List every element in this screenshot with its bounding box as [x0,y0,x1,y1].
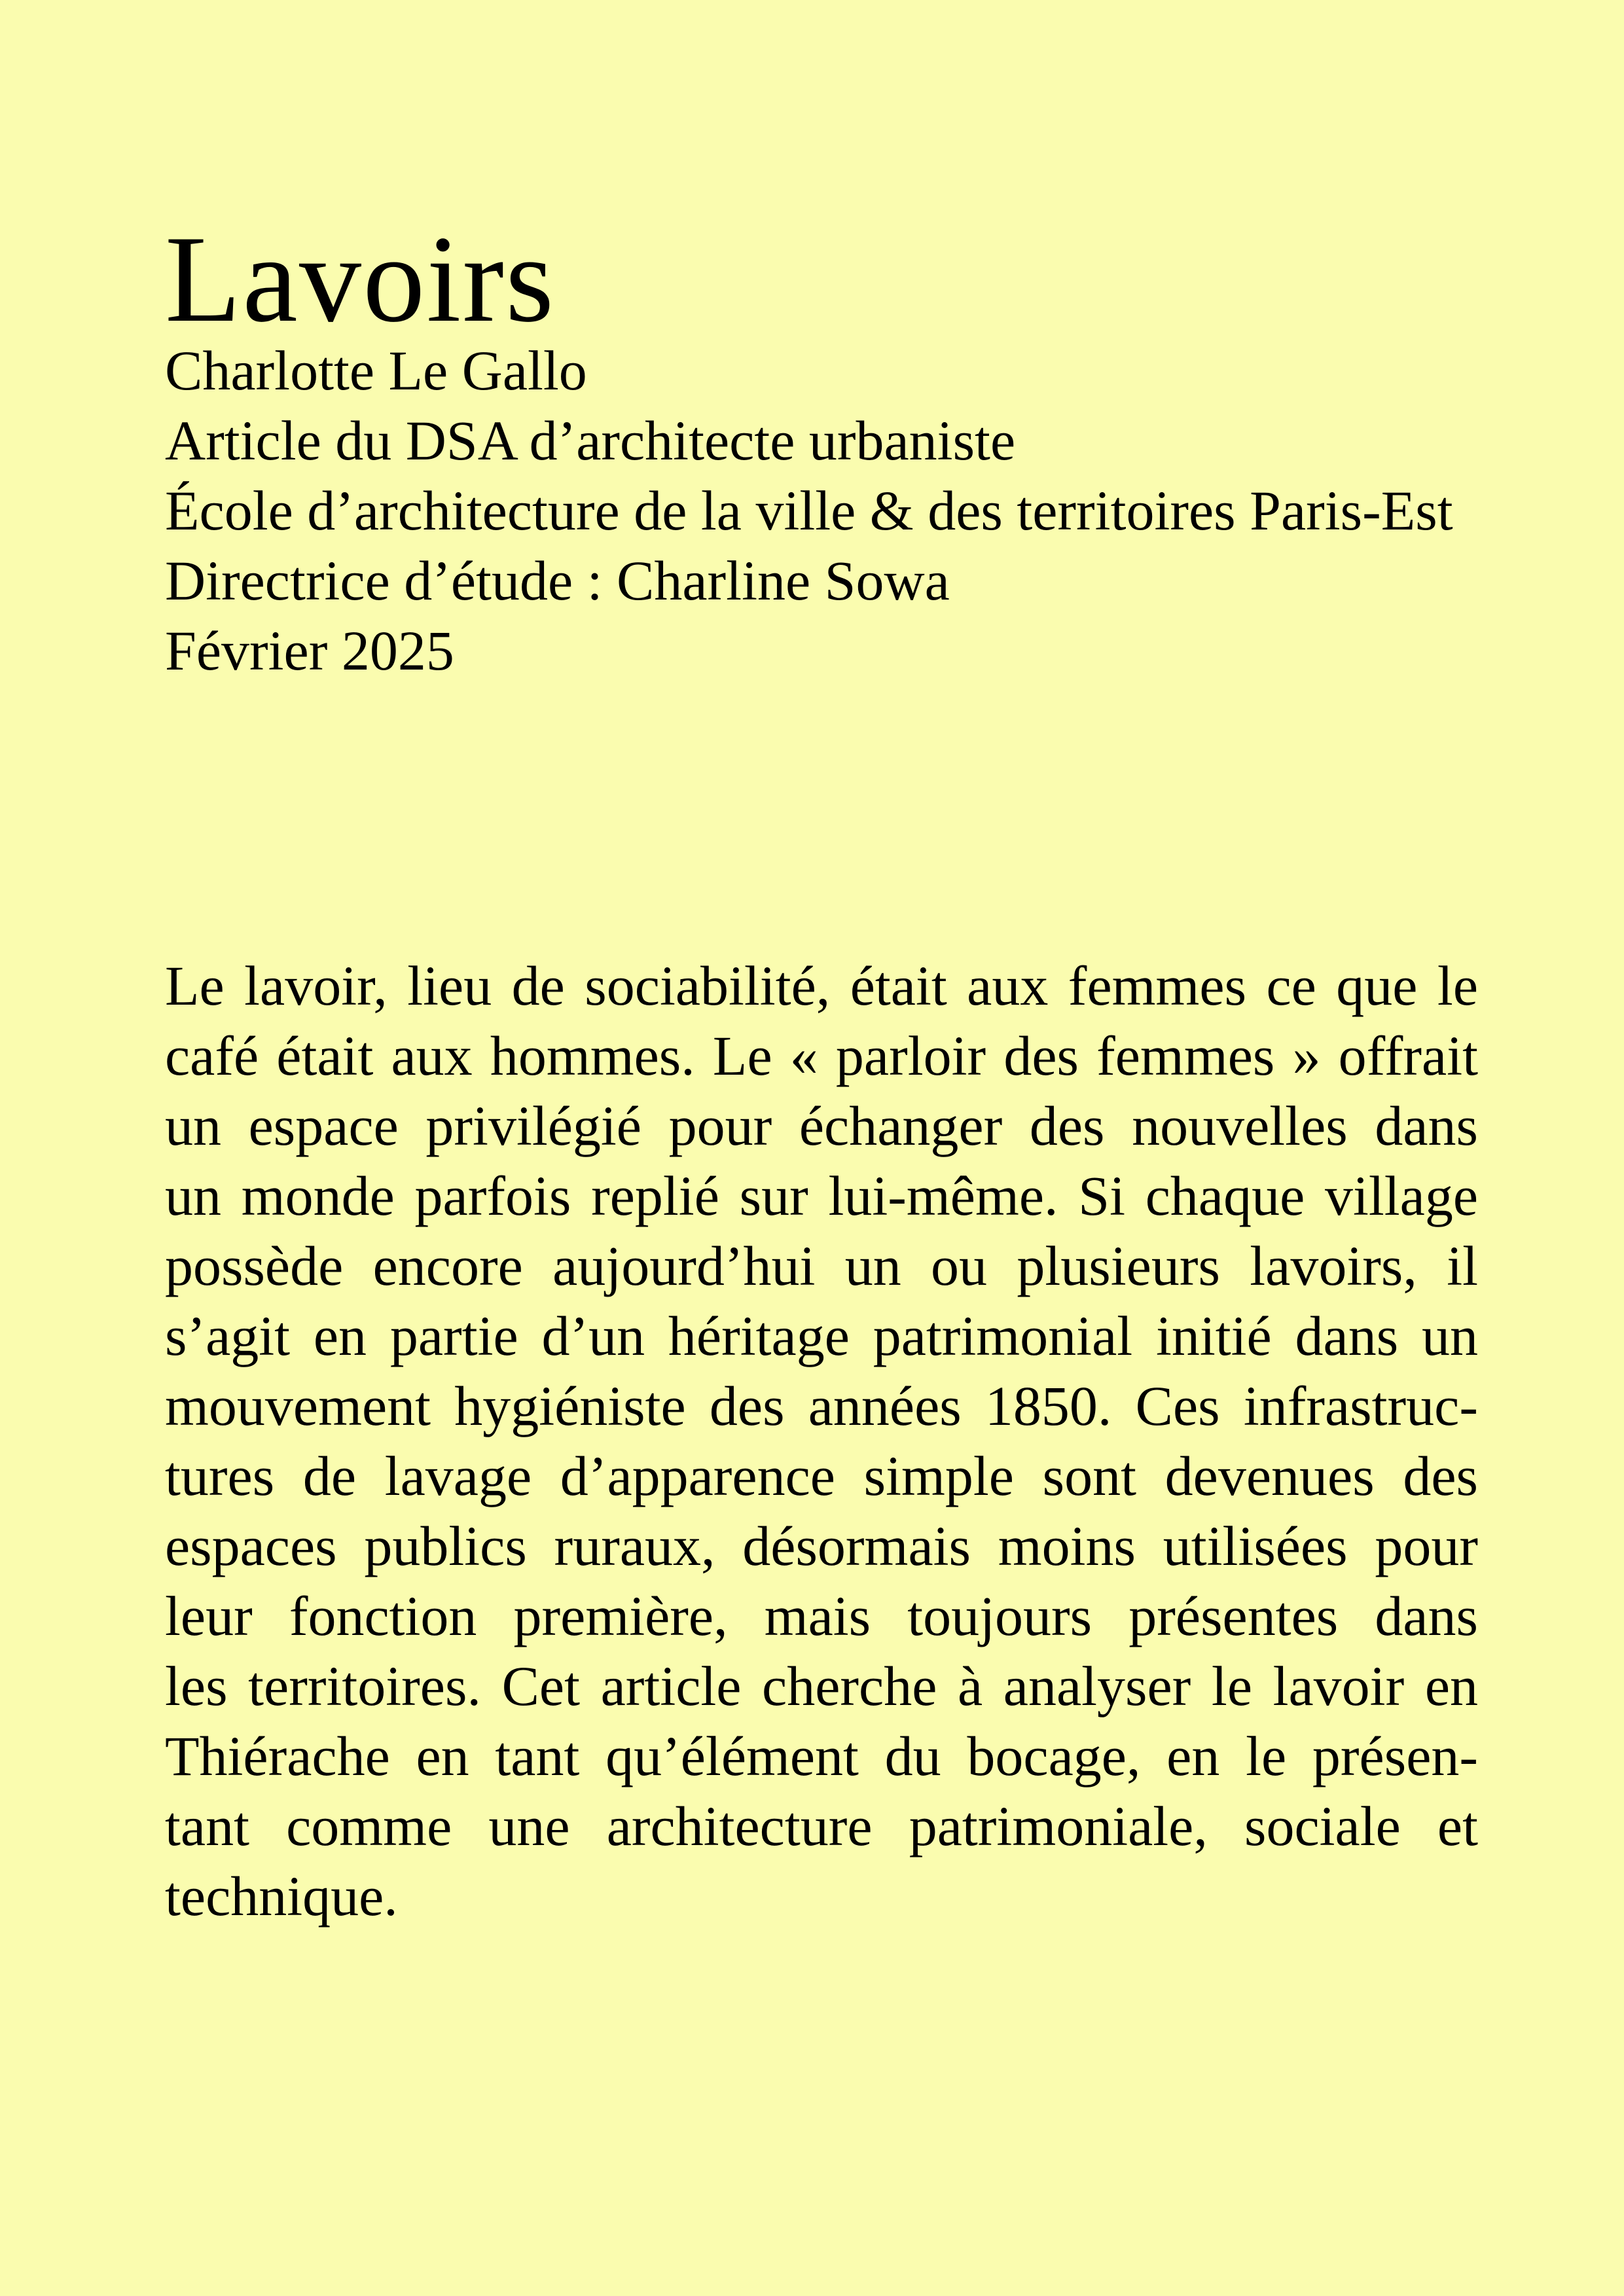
school-name: École d’architecture de la ville & des territoires Paris-Est [165,479,1453,542]
body-line: mouvement hygiéniste des années 1850. Ces infrastruc- [165,1374,1478,1437]
body-line: Le lavoir, lieu de sociabilité, était aux femmes ce que le [165,954,1478,1017]
body-line: technique. [165,1865,398,1928]
body-line: café était aux hommes. Le « parloir des femmes » offrait [165,1024,1478,1087]
body-line: espaces publics ruraux, désormais moins utilisées pour [165,1515,1478,1577]
body-line: un espace privilégié pour échanger des nouvelles dans [165,1094,1478,1157]
body-line: les territoires. Cet article cherche à analyser le lavoir en [165,1655,1478,1717]
article-title: Lavoirs [165,211,556,349]
body-line: tures de lavage d’apparence simple sont devenues des [165,1444,1478,1507]
author-name: Charlotte Le Gallo [165,339,587,402]
body-line: leur fonction première, mais toujours présentes dans [165,1585,1478,1647]
study-director: Directrice d’étude : Charline Sowa [165,549,950,612]
body-line: tant comme une architecture patrimoniale, sociale et [165,1795,1478,1857]
abstract-paragraph [165,951,1478,1931]
body-line: Thiérache en tant qu’élément du bocage, en le présen- [165,1725,1478,1787]
body-line: s’agit en partie d’un héritage patrimonial initié dans un [165,1304,1478,1367]
body-line: un monde parfois replié sur lui-même. Si chaque village [165,1164,1478,1227]
article-subtitle: Article du DSA d’architecte urbaniste [165,409,1016,472]
publication-date: Février 2025 [165,619,454,682]
body-line: possède encore aujourd’hui un ou plusieurs lavoirs, il [165,1234,1478,1297]
author-block [165,336,1513,686]
